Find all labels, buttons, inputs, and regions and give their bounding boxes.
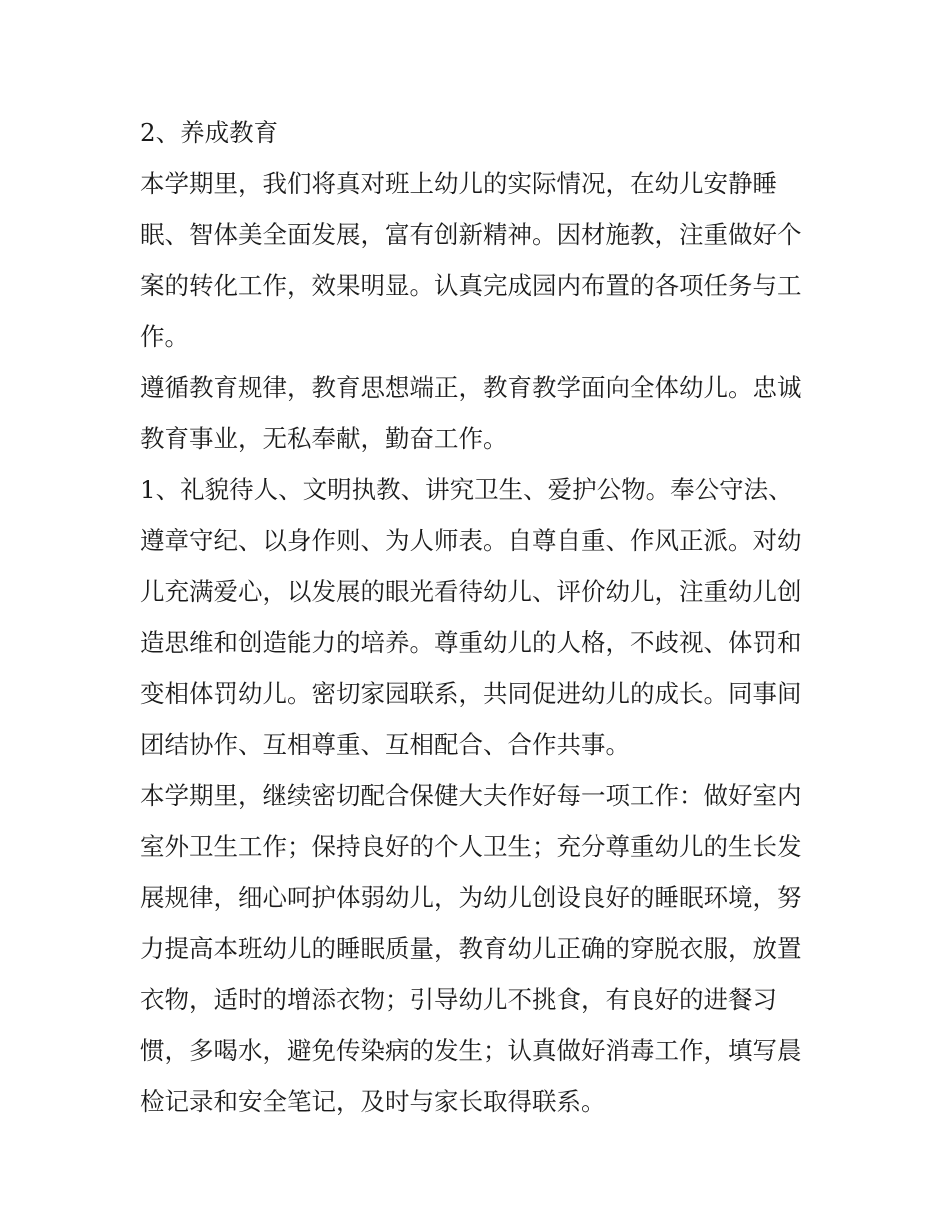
text-line: 眠、智体美全面发展，富有创新精神。因材施教，注重做好个	[140, 220, 802, 249]
text-line: 遵章守纪、以身作则、为人师表。自尊自重、作风正派。对幼	[140, 526, 802, 555]
text-line: 作。	[140, 322, 189, 351]
text-line: 室外卫生工作；保持良好的个人卫生；充分尊重幼儿的生长发	[140, 832, 802, 861]
text-line: 本学期里，继续密切配合保健大夫作好每一项工作：做好室内	[140, 781, 802, 810]
text-line: 1、礼貌待人、文明执教、讲究卫生、爱护公物。奉公守法、	[140, 475, 793, 504]
text-line: 团结协作、互相尊重、互相配合、合作共事。	[140, 730, 630, 759]
text-line: 教育事业，无私奉献，勤奋工作。	[140, 424, 508, 453]
section-heading: 2、养成教育	[140, 118, 279, 147]
text-line: 遵循教育规律，教育思想端正，教育教学面向全体幼儿。忠诚	[140, 373, 802, 402]
text-line: 案的转化工作，效果明显。认真完成园内布置的各项任务与工	[140, 271, 802, 300]
text-line: 惯，多喝水，避免传染病的发生；认真做好消毒工作，填写晨	[140, 1036, 802, 1065]
document-body	[140, 107, 820, 1127]
text-line: 衣物，适时的增添衣物；引导幼儿不挑食，有良好的进餐习	[140, 985, 777, 1014]
text-line: 本学期里，我们将真对班上幼儿的实际情况，在幼儿安静睡	[140, 169, 777, 198]
text-line: 力提高本班幼儿的睡眠质量，教育幼儿正确的穿脱衣服，放置	[140, 934, 802, 963]
text-line: 儿充满爱心，以发展的眼光看待幼儿、评价幼儿，注重幼儿创	[140, 577, 802, 606]
text-line: 检记录和安全笔记，及时与家长取得联系。	[140, 1087, 606, 1116]
text-line: 展规律，细心呵护体弱幼儿，为幼儿创设良好的睡眠环境，努	[140, 883, 802, 912]
text-line: 造思维和创造能力的培养。尊重幼儿的人格，不歧视、体罚和	[140, 628, 802, 657]
text-line: 变相体罚幼儿。密切家园联系，共同促进幼儿的成长。同事间	[140, 679, 802, 708]
